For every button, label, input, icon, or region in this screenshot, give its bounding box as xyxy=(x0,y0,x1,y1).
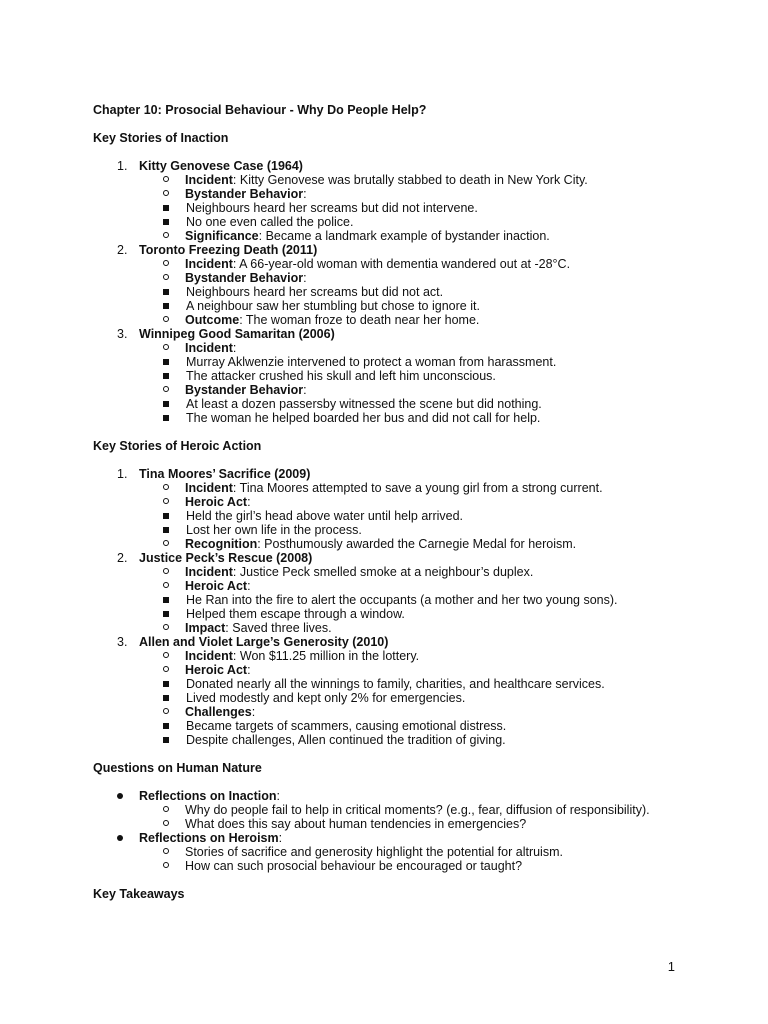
square-bullet-icon xyxy=(163,289,169,295)
story-detail xyxy=(93,481,675,495)
detail-point-text: The attacker crushed his skull and left him unconscious. xyxy=(186,369,496,383)
square-bullet-icon xyxy=(163,681,169,687)
detail-text: : xyxy=(303,271,307,285)
story-item xyxy=(93,327,675,425)
detail-text: : Became a landmark example of bystander inaction. xyxy=(258,229,550,243)
detail-label: Bystander Behavior xyxy=(185,271,304,285)
reflection-text: : xyxy=(278,831,283,845)
circle-bullet-icon xyxy=(163,582,169,588)
detail-text: : Won $11.25 million in the lottery. xyxy=(232,649,420,663)
detail-point-text: At least a dozen passersby witnessed the scene but did nothing. xyxy=(186,397,542,411)
story-detail xyxy=(93,579,675,593)
detail-point-text: Held the girl’s head above water until help arrived. xyxy=(186,509,464,523)
square-bullet-icon xyxy=(163,205,169,211)
detail-text: : xyxy=(247,495,251,509)
document-content xyxy=(93,103,675,915)
detail-label: Incident xyxy=(185,649,233,663)
reflection-question-text: Why do people fail to help in critical moments? (e.g., fear, diffusion of responsibility). xyxy=(185,803,650,817)
story-detail xyxy=(93,229,675,243)
square-bullet-icon xyxy=(163,611,169,617)
circle-bullet-icon xyxy=(163,540,169,546)
detail-point-text: He Ran into the fire to alert the occupants (a mother and her two young sons). xyxy=(186,593,618,607)
circle-bullet-icon xyxy=(163,820,169,826)
circle-bullet-icon xyxy=(163,806,169,812)
detail-label: Incident xyxy=(185,341,233,355)
detail-text: : The woman froze to death near her home. xyxy=(239,313,480,327)
detail-point-text: Lost her own life in the process. xyxy=(186,523,362,537)
story-detail xyxy=(93,257,675,271)
detail-point xyxy=(47,285,675,299)
detail-point xyxy=(47,369,675,383)
story-item xyxy=(93,635,675,747)
detail-point-text: A neighbour saw her stumbling but chose to ignore it. xyxy=(186,299,480,313)
section-heading-heroic: Key Stories of Heroic Action xyxy=(93,439,262,453)
story-detail xyxy=(93,565,675,579)
detail-point xyxy=(47,411,675,425)
story-detail xyxy=(93,313,675,327)
circle-bullet-icon xyxy=(163,666,169,672)
square-bullet-icon xyxy=(163,303,169,309)
story-detail xyxy=(93,341,675,355)
story-title: Justice Peck’s Rescue (2008) xyxy=(139,551,313,565)
detail-text: : Justice Peck smelled smoke at a neighbour’s duplex. xyxy=(232,565,534,579)
section-heading-questions: Questions on Human Nature xyxy=(93,761,262,775)
detail-label: Recognition xyxy=(185,537,258,551)
reflection-label: Reflections on Heroism xyxy=(139,831,279,845)
square-bullet-icon xyxy=(163,737,169,743)
detail-point xyxy=(47,607,675,621)
story-detail xyxy=(93,495,675,509)
circle-bullet-icon xyxy=(163,344,169,350)
detail-text: : xyxy=(251,705,256,719)
detail-text: : Tina Moores attempted to save a young girl from a strong current. xyxy=(232,481,603,495)
reflection-question xyxy=(93,859,675,873)
circle-bullet-icon xyxy=(163,708,169,714)
circle-bullet-icon xyxy=(163,568,169,574)
detail-point-text: The woman he helped boarded her bus and did not call for help. xyxy=(186,411,541,425)
inaction-list xyxy=(93,159,675,425)
circle-bullet-icon xyxy=(163,652,169,658)
story-number: 3. xyxy=(117,327,128,341)
story-number: 2. xyxy=(117,243,128,257)
story-number: 2. xyxy=(117,551,128,565)
chapter-title: Chapter 10: Prosocial Behaviour - Why Do People Help? xyxy=(93,103,427,117)
detail-point-text: Neighbours heard her screams but did not intervene. xyxy=(186,201,478,215)
square-bullet-icon xyxy=(163,373,169,379)
detail-point-text: Despite challenges, Allen continued the tradition of giving. xyxy=(186,733,506,747)
square-bullet-icon xyxy=(163,359,169,365)
story-number: 1. xyxy=(117,467,128,481)
detail-point-text: No one even called the police. xyxy=(186,215,354,229)
circle-bullet-icon xyxy=(163,862,169,868)
detail-point xyxy=(47,201,675,215)
detail-text: : A 66-year-old woman with dementia wandered out at -28°C. xyxy=(232,257,571,271)
reflection-question xyxy=(93,845,675,859)
heroic-list xyxy=(93,467,675,747)
detail-point xyxy=(47,691,675,705)
story-item xyxy=(93,243,675,327)
story-detail xyxy=(93,705,675,719)
story-title: Allen and Violet Large’s Generosity (2010) xyxy=(139,635,389,649)
section-heading-takeaways: Key Takeaways xyxy=(93,887,185,901)
detail-label: Bystander Behavior xyxy=(185,187,304,201)
story-detail xyxy=(93,271,675,285)
detail-label: Outcome xyxy=(185,313,240,327)
circle-bullet-icon xyxy=(163,848,169,854)
square-bullet-icon xyxy=(163,415,169,421)
detail-text: : xyxy=(303,383,307,397)
detail-point xyxy=(47,215,675,229)
detail-text: : Saved three lives. xyxy=(225,621,332,635)
page-number: 1 xyxy=(667,959,675,974)
detail-point-text: Donated nearly all the winnings to family, charities, and healthcare services. xyxy=(186,677,605,691)
detail-label: Heroic Act xyxy=(185,495,248,509)
disc-bullet-icon xyxy=(117,793,123,799)
detail-text: : Kitty Genovese was brutally stabbed to death in New York City. xyxy=(232,173,588,187)
story-detail xyxy=(93,187,675,201)
detail-point-text: Helped them escape through a window. xyxy=(186,607,405,621)
detail-label: Incident xyxy=(185,565,233,579)
circle-bullet-icon xyxy=(163,624,169,630)
circle-bullet-icon xyxy=(163,386,169,392)
story-item xyxy=(93,551,675,635)
square-bullet-icon xyxy=(163,219,169,225)
detail-label: Incident xyxy=(185,173,233,187)
reflection-text: : xyxy=(276,789,280,803)
square-bullet-icon xyxy=(163,723,169,729)
story-title: Winnipeg Good Samaritan (2006) xyxy=(139,327,335,341)
story-detail xyxy=(93,663,675,677)
story-detail xyxy=(93,173,675,187)
detail-label: Challenges xyxy=(185,705,252,719)
detail-label: Heroic Act xyxy=(185,579,248,593)
detail-point xyxy=(47,733,675,747)
circle-bullet-icon xyxy=(163,484,169,490)
story-title: Tina Moores’ Sacrifice (2009) xyxy=(139,467,311,481)
detail-point xyxy=(47,355,675,369)
detail-point xyxy=(47,677,675,691)
circle-bullet-icon xyxy=(163,190,169,196)
detail-text: : xyxy=(303,187,307,201)
circle-bullet-icon xyxy=(163,260,169,266)
detail-label: Incident xyxy=(185,257,233,271)
detail-point xyxy=(47,397,675,411)
square-bullet-icon xyxy=(163,513,169,519)
detail-point-text: Became targets of scammers, causing emotional distress. xyxy=(186,719,507,733)
detail-point-text: Murray Aklwenzie intervened to protect a woman from harassment. xyxy=(186,355,557,369)
story-detail xyxy=(93,621,675,635)
story-detail xyxy=(93,649,675,663)
reflection-question-text: What does this say about human tendencies in emergencies? xyxy=(185,817,527,831)
circle-bullet-icon xyxy=(163,316,169,322)
square-bullet-icon xyxy=(163,597,169,603)
circle-bullet-icon xyxy=(163,232,169,238)
questions-list xyxy=(93,789,675,873)
detail-label: Incident xyxy=(185,481,233,495)
detail-label: Significance xyxy=(185,229,259,243)
detail-label: Heroic Act xyxy=(185,663,248,677)
story-number: 1. xyxy=(117,159,128,173)
circle-bullet-icon xyxy=(163,274,169,280)
story-number: 3. xyxy=(117,635,128,649)
square-bullet-icon xyxy=(163,527,169,533)
detail-text: : xyxy=(232,341,237,355)
reflection-question xyxy=(93,817,675,831)
story-item xyxy=(93,159,675,243)
detail-text: : xyxy=(247,579,251,593)
square-bullet-icon xyxy=(163,695,169,701)
reflection-question-text: How can such prosocial behaviour be encouraged or taught? xyxy=(185,859,523,873)
reflection-item xyxy=(93,789,675,831)
detail-text: : Posthumously awarded the Carnegie Medal for heroism. xyxy=(257,537,577,551)
reflection-question-text: Stories of sacrifice and generosity highlight the potential for altruism. xyxy=(185,845,563,859)
story-title: Kitty Genovese Case (1964) xyxy=(139,159,303,173)
detail-text: : xyxy=(247,663,251,677)
circle-bullet-icon xyxy=(163,498,169,504)
story-title: Toronto Freezing Death (2011) xyxy=(139,243,318,257)
story-detail xyxy=(93,383,675,397)
reflection-label: Reflections on Inaction xyxy=(139,789,277,803)
detail-point xyxy=(47,523,675,537)
section-heading-inaction: Key Stories of Inaction xyxy=(93,131,229,145)
detail-point xyxy=(47,509,675,523)
detail-label: Impact xyxy=(185,621,226,635)
reflection-item xyxy=(93,831,675,873)
detail-point xyxy=(47,299,675,313)
square-bullet-icon xyxy=(163,401,169,407)
detail-point-text: Neighbours heard her screams but did not act. xyxy=(186,285,444,299)
detail-label: Bystander Behavior xyxy=(185,383,304,397)
circle-bullet-icon xyxy=(163,176,169,182)
story-item xyxy=(93,467,675,551)
reflection-question xyxy=(93,803,675,817)
detail-point xyxy=(47,593,675,607)
detail-point xyxy=(47,719,675,733)
disc-bullet-icon xyxy=(117,835,123,841)
story-detail xyxy=(93,537,675,551)
detail-point-text: Lived modestly and kept only 2% for emergencies. xyxy=(186,691,466,705)
